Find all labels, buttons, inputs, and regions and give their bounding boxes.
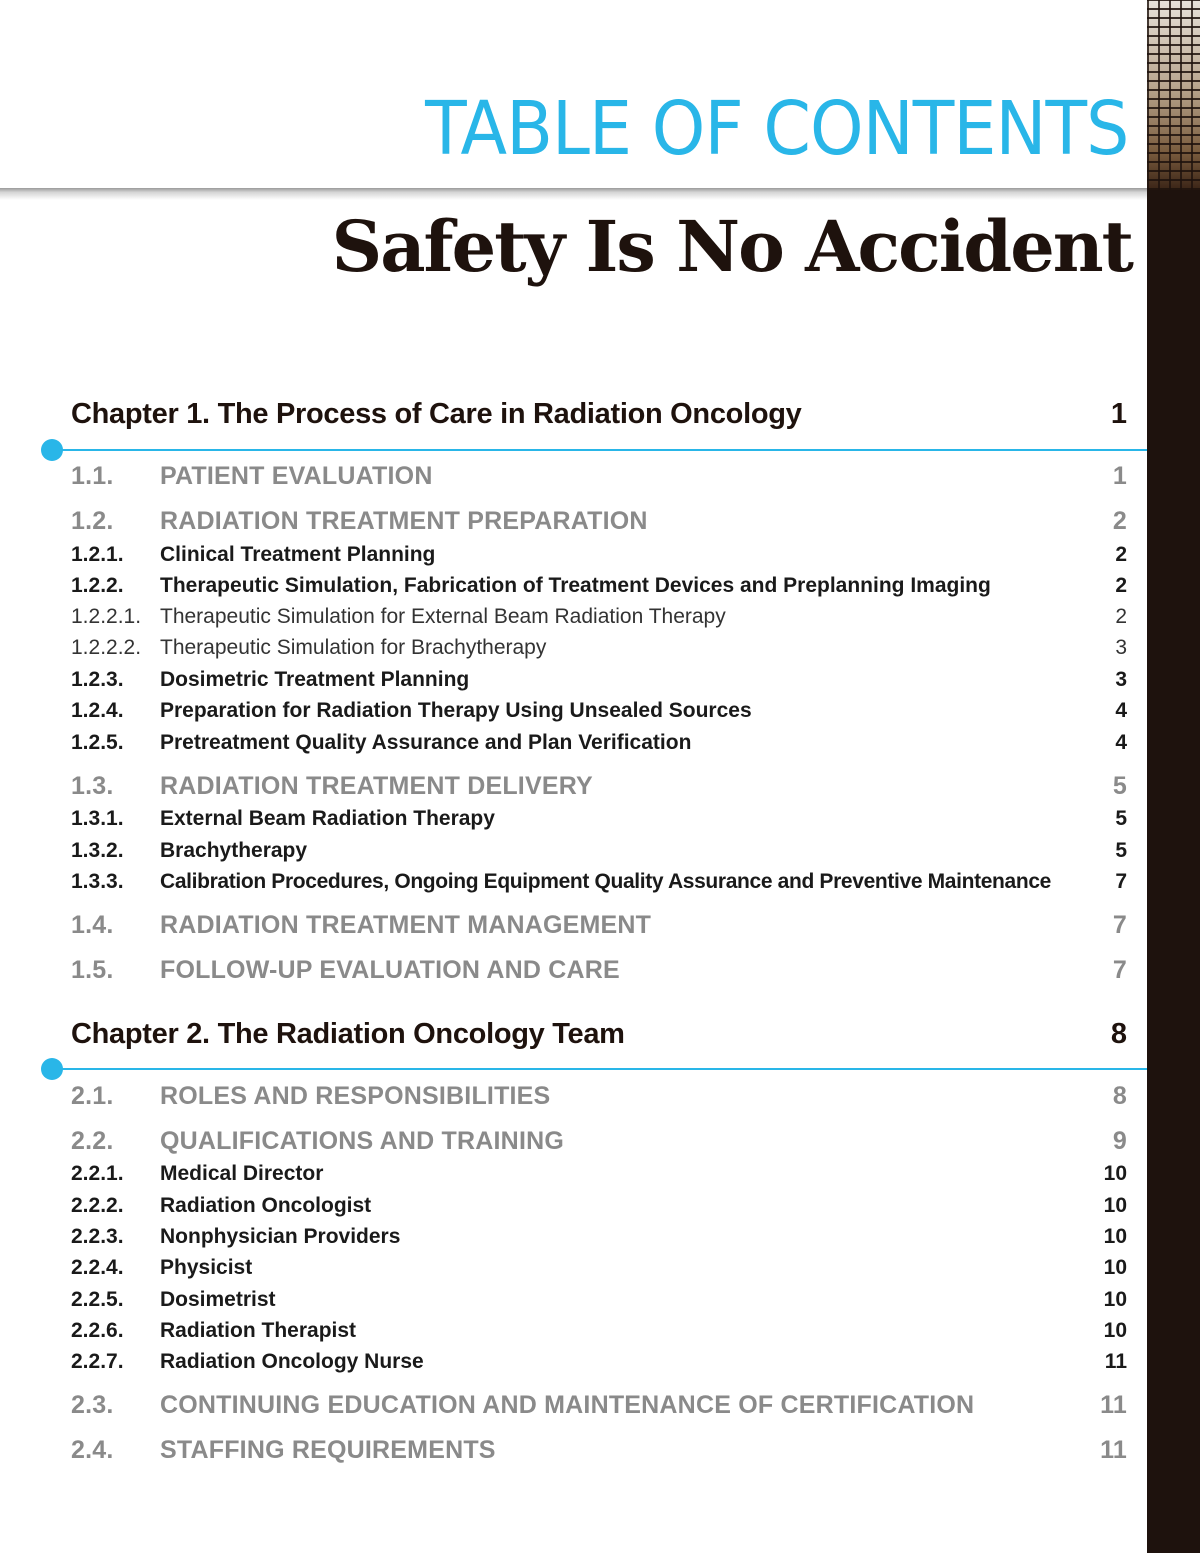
entry-page: 10: [1103, 1288, 1127, 1311]
entry-title: Preparation for Radiation Therapy Using Unsealed Sources: [160, 699, 752, 722]
entry-number: 1.4.: [71, 911, 114, 939]
entry-number: 2.2.2.: [71, 1194, 124, 1217]
entry-page: 11: [1100, 1391, 1127, 1419]
document-title: Safety Is No Accident: [331, 205, 1132, 288]
entry-page: 2: [1112, 507, 1127, 535]
entry-page: 2: [1115, 605, 1127, 628]
entry-page: 11: [1104, 1350, 1127, 1373]
toc-heading: TABLE OF CONTENTS: [424, 86, 1128, 172]
entry-number: 1.5.: [71, 956, 114, 984]
entry-page: 3: [1115, 636, 1127, 659]
entry-title: QUALIFICATIONS AND TRAINING: [160, 1127, 564, 1155]
entry-number: 2.2.7.: [71, 1350, 124, 1373]
chapter-1-bullet: [41, 439, 63, 461]
entry-page: 5: [1115, 807, 1127, 830]
entry-title: Calibration Procedures, Ongoing Equipment Quality Assurance and Preventive Maintenance: [160, 870, 1051, 893]
entry-page: 2: [1115, 574, 1127, 597]
entry-page: 1: [1112, 462, 1127, 490]
entry-page: 10: [1103, 1225, 1127, 1248]
entry-title: RADIATION TREATMENT DELIVERY: [160, 772, 593, 800]
entry-title: RADIATION TREATMENT MANAGEMENT: [160, 911, 652, 939]
chapter-page-number: 8: [1110, 1018, 1127, 1050]
chapter-title: Chapter 2. The Radiation Oncology Team: [71, 1018, 625, 1050]
entry-page: 11: [1100, 1436, 1127, 1464]
entry-title: Nonphysician Providers: [160, 1225, 401, 1248]
entry-title: Radiation Oncology Nurse: [160, 1350, 424, 1373]
entry-number: 2.1.: [71, 1082, 114, 1110]
entry-number: 2.2.5.: [71, 1288, 124, 1311]
entry-number: 2.3.: [71, 1391, 114, 1419]
entry-number: 1.2.2.1.: [71, 605, 142, 628]
entry-page: 2: [1115, 543, 1127, 566]
entry-number: 2.2.6.: [71, 1319, 124, 1342]
entry-page: 7: [1115, 870, 1127, 893]
entry-title: FOLLOW-UP EVALUATION AND CARE: [160, 956, 620, 984]
entry-number: 2.4.: [71, 1436, 114, 1464]
chapter-title: Chapter 1. The Process of Care in Radiation Oncology: [71, 398, 802, 430]
entry-number: 1.3.2.: [71, 839, 124, 862]
entry-number: 1.2.: [71, 507, 114, 535]
entry-title: CONTINUING EDUCATION AND MAINTENANCE OF CERTIFICATION: [160, 1391, 975, 1419]
entry-title: Dosimetric Treatment Planning: [160, 668, 470, 691]
entry-number: 1.2.2.: [71, 574, 124, 597]
entry-title: Therapeutic Simulation for Brachytherapy: [160, 636, 547, 659]
entry-page: 10: [1103, 1194, 1127, 1217]
entry-title: External Beam Radiation Therapy: [160, 807, 495, 830]
entry-title: Pretreatment Quality Assurance and Plan Verification: [160, 731, 692, 754]
entry-title: Therapeutic Simulation for External Beam Radiation Therapy: [160, 605, 726, 628]
decorative-side-strip: [1147, 0, 1200, 1553]
entry-page: 7: [1112, 956, 1127, 984]
entry-number: 1.3.3.: [71, 870, 124, 893]
entry-number: 1.1.: [71, 462, 114, 490]
entry-page: 4: [1115, 699, 1127, 722]
entry-number: 1.2.5.: [71, 731, 124, 754]
entry-title: Medical Director: [160, 1162, 324, 1185]
entry-title: STAFFING REQUIREMENTS: [160, 1436, 496, 1464]
chapter-2-rule: [44, 1068, 1147, 1070]
entry-page: 5: [1115, 839, 1127, 862]
scaffold-photo: [1147, 0, 1200, 190]
entry-title: Dosimetrist: [160, 1288, 276, 1311]
entry-number: 1.2.2.2.: [71, 636, 142, 659]
entry-title: PATIENT EVALUATION: [160, 462, 433, 490]
entry-number: 2.2.3.: [71, 1225, 124, 1248]
entry-number: 1.2.4.: [71, 699, 124, 722]
entry-number: 2.2.4.: [71, 1256, 124, 1279]
entry-page: 10: [1103, 1256, 1127, 1279]
entry-title: Brachytherapy: [160, 839, 308, 862]
chapter-2-bullet: [41, 1058, 63, 1080]
chapter-2-heading[interactable]: [71, 1018, 1127, 1058]
entry-number: 1.3.: [71, 772, 114, 800]
entry-number: 2.2.: [71, 1127, 114, 1155]
entry-page: 4: [1115, 731, 1127, 754]
chapter-1-heading[interactable]: [71, 398, 1127, 438]
entry-page: 10: [1103, 1162, 1127, 1185]
entry-title: Radiation Oncologist: [160, 1194, 372, 1217]
entry-title: Therapeutic Simulation, Fabrication of Treatment Devices and Preplanning Imaging: [160, 574, 991, 597]
entry-page: 9: [1112, 1127, 1127, 1155]
entry-number: 1.2.3.: [71, 668, 124, 691]
entry-title: Radiation Therapist: [160, 1319, 357, 1342]
entry-number: 2.2.1.: [71, 1162, 124, 1185]
entry-title: RADIATION TREATMENT PREPARATION: [160, 507, 648, 535]
header-divider: [0, 188, 1147, 200]
entry-page: 7: [1112, 911, 1127, 939]
entry-number: 1.2.1.: [71, 543, 124, 566]
entry-title: Clinical Treatment Planning: [160, 543, 436, 566]
entry-title: ROLES AND RESPONSIBILITIES: [160, 1082, 551, 1110]
entry-number: 1.3.1.: [71, 807, 124, 830]
chapter-page-number: 1: [1110, 398, 1127, 430]
entry-page: 8: [1112, 1082, 1127, 1110]
entry-page: 10: [1103, 1319, 1127, 1342]
entry-title: Physicist: [160, 1256, 253, 1279]
entry-page: 3: [1115, 668, 1127, 691]
chapter-1-rule: [44, 449, 1147, 451]
entry-page: 5: [1112, 772, 1127, 800]
